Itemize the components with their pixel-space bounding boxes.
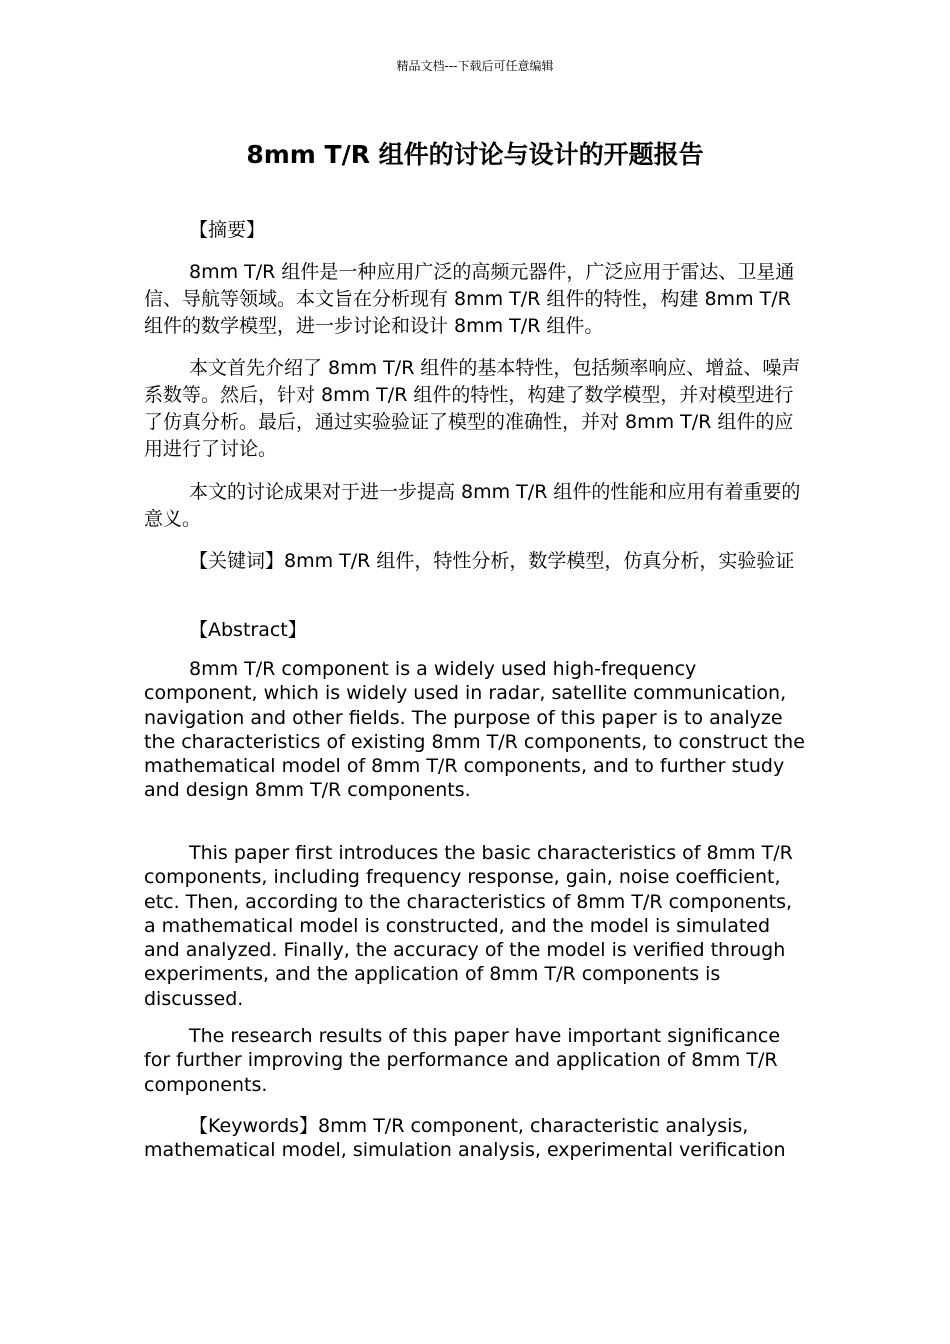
keywords-zh: 【关键词】8mm T/R 组件，特性分析，数学模型，仿真分析，实验验证 xyxy=(189,550,795,572)
document-title: 8mm T/R 组件的讨论与设计的开题报告 xyxy=(246,140,704,169)
page-header: 精品文档---下载后可任意编辑 xyxy=(396,59,554,73)
abstract-en-paragraph-3: The research results of this paper have important significance for further improving the performance and application of 8mm T/R components. xyxy=(144,1025,781,1096)
abstract-en-heading: 【Abstract】 xyxy=(189,619,307,641)
abstract-en-paragraph-1: 8mm T/R component is a widely used high-frequency component, which is widely used in radar, satellite communication, navigation and other fields. The purpose of this paper is to analyze the characteristics of existing 8mm T/R components, to construct the mathematical model of 8mm T/R components, and to further study and design 8mm T/R components. xyxy=(144,658,805,802)
keywords-en: 【Keywords】8mm T/R component, characteristic analysis, mathematical model, simulation analysis, experimental verification xyxy=(144,1115,786,1162)
abstract-en-paragraph-2: This paper first introduces the basic characteristics of 8mm T/R components, including frequency response, gain, noise coefficient, etc. Then, according to the characteristics of 8mm T/R components, a mathematical model is constructed, and the model is simulated and analyzed. Finally, the accuracy of the model is verified through experiments, and the application of 8mm T/R components is discussed. xyxy=(144,842,793,1010)
abstract-zh-paragraph-1: 8mm T/R 组件是一种应用广泛的高频元器件，广泛应用于雷达、卫星通信、导航等领域。本文旨在分析现有 8mm T/R 组件的特性，构建 8mm T/R 组件的数学模型，进一步讨论和设计 8mm T/R 组件。 xyxy=(144,261,795,337)
abstract-zh-heading: 【摘要】 xyxy=(189,219,266,241)
abstract-zh-paragraph-3: 本文的讨论成果对于进一步提高 8mm T/R 组件的性能和应用有着重要的意义。 xyxy=(144,481,801,530)
abstract-zh-paragraph-2: 本文首先介绍了 8mm T/R 组件的基本特性，包括频率响应、增益、噪声系数等。然后，针对 8mm T/R 组件的特性，构建了数学模型，并对模型进行了仿真分析。最后，通过实验验证了模型的准确性，并对 8mm T/R 组件的应用进行了讨论。 xyxy=(144,357,801,460)
